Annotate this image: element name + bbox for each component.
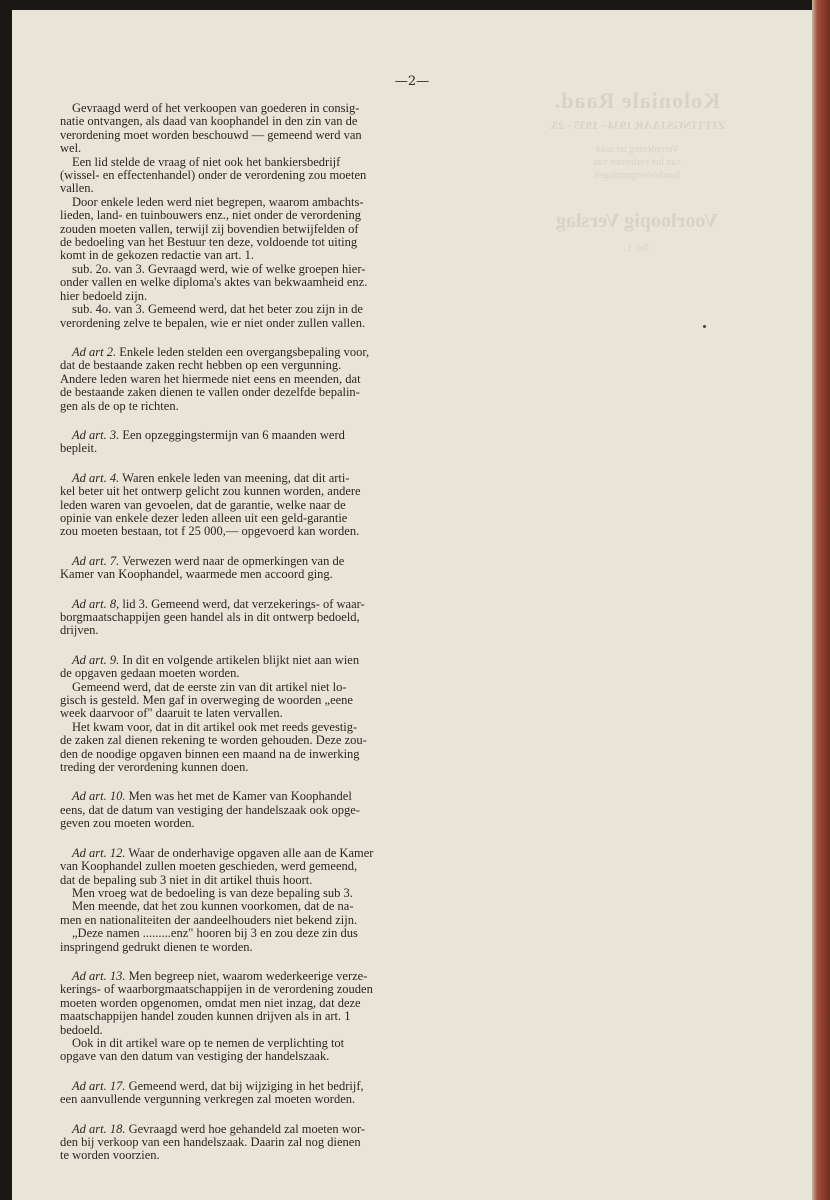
article-label: Ad art. 7. — [72, 553, 120, 568]
text-line: dat de bepaling sub 3 niet in dit artikel thuis hoort. — [60, 872, 313, 887]
text-line: kel beter uit het ontwerp gelicht zou kunnen worden, andere — [60, 484, 361, 499]
text-line: de opgaven gedaan moeten worden. — [60, 666, 240, 681]
article-label: Ad art. 9. — [72, 652, 120, 667]
text-line: lieden, land- en tuinbouwers enz., niet onder de verordening — [60, 208, 361, 223]
text-fragment: In dit en volgende artikelen blijkt niet aan wien — [122, 652, 360, 667]
document-page — [12, 10, 812, 1200]
text-line: geven zou moeten worden. — [60, 816, 195, 831]
text-line: verordening moet worden beschouwd — gemeend werd van — [60, 127, 362, 142]
text-line: de bestaande zaken dienen te vallen onder dezelfde bepalin- — [60, 385, 360, 400]
article-label: Ad art. 18. — [72, 1121, 126, 1136]
text-line: natie ontvangen, als daad van koophandel in den zin van de — [60, 114, 358, 129]
text-line: moeten worden opgenomen, omdat men niet inzag, dat deze — [60, 995, 361, 1010]
article-label: Ad art. 8, — [72, 596, 120, 611]
paragraph-art2 — [60, 346, 431, 413]
text-line — [60, 346, 431, 359]
text-line: den de noodige opgaven binnen een maand na de inwerking — [60, 746, 360, 761]
text-line: Kamer van Koophandel, waarmede men accoord ging. — [60, 567, 333, 582]
bleed-through-text — [482, 88, 792, 254]
text-line — [60, 429, 431, 442]
text-fragment: lid 3. Gemeend werd, dat verzekerings- of waar- — [122, 596, 365, 611]
text-line: de bedoeling van het Bestuur ten deze, voldoende tot uiting — [60, 235, 358, 250]
text-line: gen als de op te richten. — [60, 398, 179, 413]
text-line — [60, 654, 431, 667]
report-body — [60, 102, 431, 1179]
bleed-session: ZITTINGSJAAR 1934 - 1935 - 25. — [549, 118, 726, 132]
bleed-title: Koloniale Raad. — [553, 88, 721, 113]
text-line: week daarvoor of" daaruit te laten vervallen. — [60, 706, 283, 721]
text-fragment: Men begreep niet, waarom wederkeerige verze- — [128, 968, 368, 983]
text-line: men en nationaliteiten der aandeelhouders niet bekend zijn. — [60, 912, 358, 927]
text-line — [60, 1080, 431, 1093]
paragraph-art17 — [60, 1080, 431, 1107]
text-line: een aanvullende vergunning verkregen zal moeten worden. — [60, 1092, 356, 1107]
text-line: bepleit. — [60, 441, 98, 456]
article-label: Ad art. 3. — [72, 427, 120, 442]
paragraph-art10 — [60, 790, 431, 830]
paragraph-art13 — [60, 970, 431, 1064]
text-line: onder vallen en welke diploma's aktes van bekwaamheid enz. — [60, 275, 368, 290]
article-label: Ad art 2. — [72, 344, 117, 359]
text-line: vallen. — [60, 181, 94, 196]
text-fragment: Enkele leden stelden een overgangsbepaling voor, — [119, 344, 370, 359]
text-line: inspringend gedrukt dienen te worden. — [60, 939, 253, 954]
text-line: gisch is gesteld. Men gaf in overweging de woorden „eene — [60, 693, 353, 708]
text-line — [60, 1123, 431, 1136]
article-label: Ad art. 17. — [72, 1078, 126, 1093]
text-line: sub. 4o. van 3. Gemeend werd, dat het beter zou zijn in de — [72, 302, 363, 317]
text-line: dat de bestaande zaken recht hebben op een vergunning. — [60, 358, 342, 373]
text-line: den bij verkoop van een handelszaak. Daarin zal nog dienen — [60, 1135, 361, 1149]
text-line: drijven. — [60, 623, 99, 638]
text-line: te worden voorzien. — [60, 1148, 160, 1163]
book-spine-edge — [812, 0, 830, 1200]
text-line: zou moeten bestaan, tot f 25 000,— opgevoerd kan worden. — [60, 524, 360, 539]
text-line: sub. 2o. van 3. Gevraagd werd, wie of welke groepen hier- — [72, 261, 366, 276]
text-line: Het kwam voor, dat in dit artikel ook met reeds gevestig- — [72, 719, 358, 734]
text-fragment: Waar de onderhavige opgaven alle aan de Kamer — [128, 845, 374, 860]
text-line: de zaken zal dienen rekening te worden gehouden. Deze zou- — [60, 733, 367, 748]
article-label: Ad art. 10. — [72, 789, 126, 804]
text-fragment: Waren enkele leden van meening, dat dit arti- — [122, 470, 350, 485]
article-label: Ad art. 4. — [72, 470, 120, 485]
article-label: Ad art. 13. — [72, 968, 126, 983]
text-line: Een lid stelde de vraag of niet ook het bankiersbedrijf — [72, 154, 341, 169]
bleed-subtitle-line: handelsvergunningen — [594, 170, 680, 181]
text-fragment: Gemeend werd, dat bij wijziging in het bedrijf, — [128, 1078, 364, 1093]
text-fragment: Gevraagd werd hoe gehandeld zal moeten wor- — [128, 1121, 366, 1136]
paragraph-art4 — [60, 472, 431, 539]
text-line: bedoeld. — [60, 1022, 103, 1037]
page-number: —2— — [394, 74, 430, 89]
text-line: treding der verordening kunnen doen. — [60, 760, 249, 775]
paragraph-art1 — [60, 102, 431, 330]
text-line: verordening zelve te bepalen, wie er niet onder zullen vallen. — [60, 315, 366, 330]
text-line: zouden moeten vallen, terwijl zij bovendien betwijfelden of — [60, 221, 359, 236]
text-line: leden waren van gevoelen, dat de garantie, welke naar de — [60, 497, 346, 512]
bleed-subtitle — [482, 143, 792, 182]
text-line: kerings- of waarborgmaatschappijen in de verordening zouden — [60, 982, 373, 997]
text-fragment: Een opzeggingstermijn van 6 maanden werd — [122, 427, 345, 442]
text-line: wel. — [60, 141, 82, 156]
text-line: komt in de gekozen redactie van art. 1. — [60, 248, 255, 263]
text-line: maatschappijen handel zouden kunnen drijven als in art. 1 — [60, 1009, 351, 1024]
article-label: Ad art. 12. — [72, 845, 126, 860]
text-line: opgave van den datum van vestiging der handelszaak. — [60, 1049, 330, 1064]
text-line: Andere leden waren het hiermede niet eens en meenden, dat — [60, 371, 361, 386]
paragraph-art18 — [60, 1123, 431, 1163]
text-line — [60, 472, 431, 485]
bleed-subtitle-line: Verordening ter zake — [595, 144, 679, 155]
text-line: opinie van enkele dezer leden alleen uit een geld-garantie — [60, 510, 348, 525]
paragraph-art9 — [60, 654, 431, 775]
paragraph-art12 — [60, 847, 431, 954]
text-line — [60, 970, 431, 983]
text-line: Gevraagd werd of het verkoopen van goederen in consig- — [72, 101, 360, 115]
text-fragment: Verwezen werd naar de opmerkingen van de — [122, 553, 345, 568]
text-line: hier bedoeld zijn. — [60, 288, 148, 303]
text-line — [60, 790, 431, 803]
text-line: eens, dat de datum van vestiging der handelszaak ook opge- — [60, 802, 360, 817]
bleed-subtitle-line: van het verleenen van — [593, 157, 681, 168]
text-line: (wissel- en effectenhandel) onder de verordening zou moeten — [60, 168, 367, 183]
text-line: Men meende, dat het zou kunnen voorkomen, dat de na- — [72, 899, 354, 914]
text-line: Door enkele leden werd niet begrepen, waarom ambachts- — [72, 194, 364, 209]
paragraph-art3 — [60, 429, 431, 456]
text-line: borgmaatschappijen geen handel als in dit ontwerp bedoeld, — [60, 610, 360, 624]
ink-speck — [703, 325, 706, 328]
paragraph-art7 — [60, 555, 431, 582]
text-line — [60, 847, 431, 860]
bleed-number: No. 1. — [624, 243, 650, 254]
text-line — [60, 555, 431, 568]
text-line: Gemeend werd, dat de eerste zin van dit artikel niet lo- — [72, 679, 347, 694]
text-fragment: Men was het met de Kamer van Koophandel — [128, 789, 352, 804]
text-line: van Koophandel zullen moeten geschieden, werd gemeend, — [60, 859, 358, 874]
text-line: Ook in dit artikel ware op te nemen de verplichting tot — [72, 1035, 345, 1050]
text-line — [60, 598, 431, 611]
bleed-heading: Voorloopig Verslag — [555, 210, 719, 232]
paragraph-art8 — [60, 598, 431, 638]
text-line: „Deze namen .........enz" hooren bij 3 en zou deze zin dus — [72, 926, 358, 941]
text-line: Men vroeg wat de bedoeling is van deze bepaling sub 3. — [72, 885, 353, 900]
